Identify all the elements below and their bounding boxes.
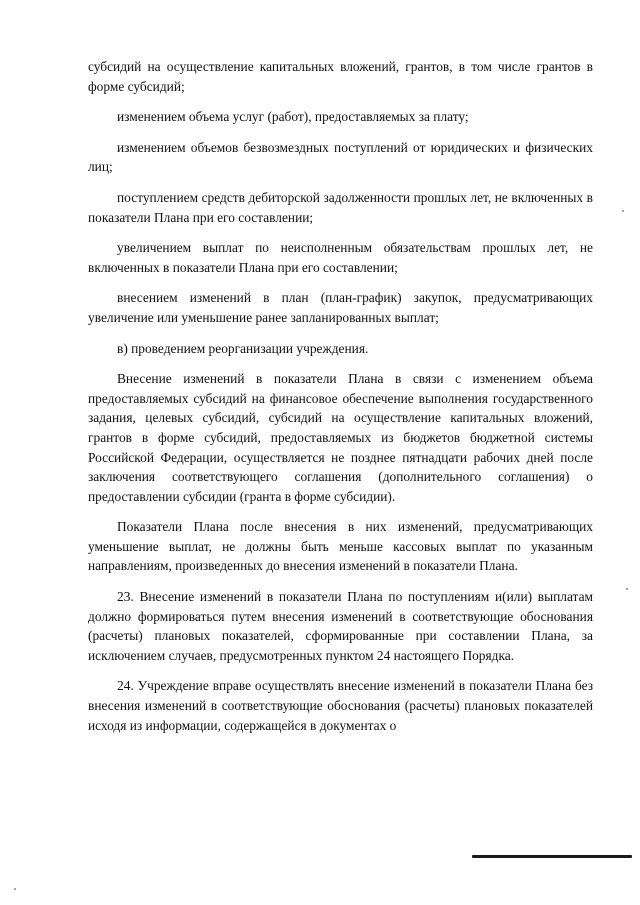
paragraph-list-item: увеличением выплат по неисполненным обязательствам прошлых лет, не включенных в показатели Плана при его составлении; [88, 240, 593, 275]
scan-speck [626, 588, 628, 590]
scan-speck [622, 210, 624, 212]
paragraph: Внесение изменений в показатели Плана в связи с изменением объема предоставляемых субсидий на финансовое обеспечение выполнения государственного задания, целевых субсидий, субсидий на осуществление капитальных вложений, грантов в форме субсидий, предоставляемых из бюджетов бюджетной системы Российской Федерации, осуществляется не позднее пятнадцати рабочих дней после заключения соответствующего соглашения (дополнительного соглашения) о предоставлении субсидии (гранта в форме субсидии). [88, 371, 593, 504]
scan-edge-line [472, 855, 632, 858]
paragraph-list-item: в) проведением реорганизации учреждения. [117, 340, 369, 356]
paragraph-continuation: субсидий на осуществление капитальных вложений, грантов, в том числе грантов в форме субсидий; [88, 59, 593, 94]
scan-speck [14, 888, 16, 890]
paragraph-list-item: изменением объемов безвозмездных поступлений от юридических и физических лиц; [88, 139, 593, 175]
paragraph-list-item: изменением объема услуг (работ), предоставляемых за плату; [117, 109, 469, 125]
paragraph-section-23: 23. Внесение изменений в показатели Плана по поступлениям и(или) выплатам должно формироваться путем внесения изменений в соответствующие обоснования (расчеты) плановых показателей, сформированные при составлении Плана, за исключением случаев, предусмотренных пунктом 24 настоящего Порядка. [88, 589, 593, 663]
paragraph-list-item: поступлением средств дебиторской задолженности прошлых лет, не включенных в показатели Плана при его составлении; [88, 189, 593, 225]
paragraph-section-24: 24. Учреждение вправе осуществлять внесение изменений в показатели Плана без внесения изменений в соответствующие обоснования (расчеты) плановых показателей исходя из информации, содержащейся в документах о [88, 678, 593, 733]
document-body [88, 57, 593, 746]
paragraph-list-item: внесением изменений в план (план-график) закупок, предусматривающих увеличение или уменьшение ранее запланированных выплат; [88, 290, 593, 325]
paragraph: Показатели Плана после внесения в них изменений, предусматривающих уменьшение выплат, не должны быть меньше кассовых выплат по указанным направлениям, произведенных до внесения изменений в показатели Плана. [88, 519, 593, 574]
